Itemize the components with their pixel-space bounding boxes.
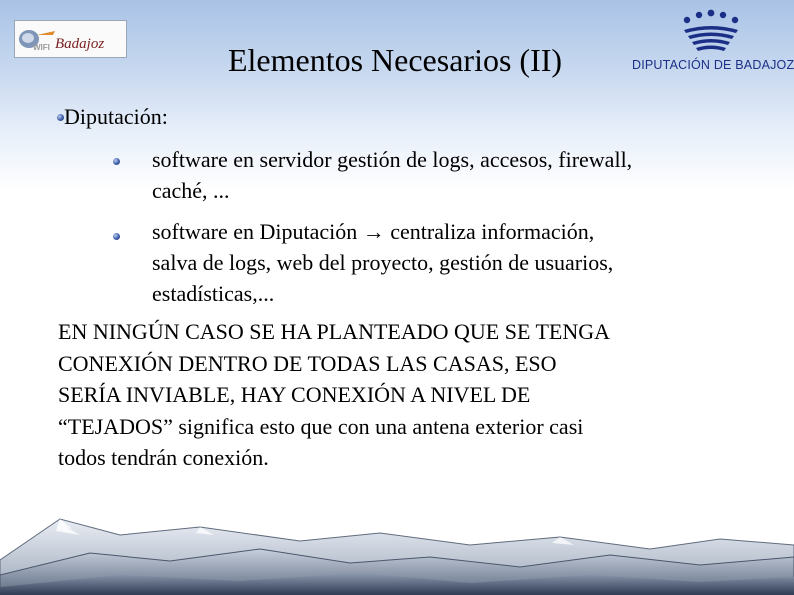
svg-text:Badajoz: Badajoz bbox=[55, 36, 105, 52]
bullet-icon bbox=[113, 233, 120, 240]
bullet-line: salva de logs, web del proyecto, gestión de usuarios, bbox=[152, 250, 614, 275]
paragraph-line: CONEXIÓN DENTRO DE TODAS LAS CASAS, ESO bbox=[58, 350, 557, 376]
paragraph-line: EN NINGÚN CASO SE HA PLANTEADO QUE SE TENGA bbox=[58, 319, 611, 344]
paragraph-line: “TEJADOS” significa esto que con una antena exterior casi bbox=[58, 413, 584, 439]
bullet-line: software en servidor gestión de logs, accesos, firewall, bbox=[152, 147, 633, 172]
mountain-landscape-decoration bbox=[0, 505, 794, 595]
heading-diputacion: Diputación: bbox=[64, 104, 168, 129]
bullet-item-servidor bbox=[152, 144, 752, 206]
diputacion-logo-text: DIPUTACIÓN DE BADAJOZ bbox=[632, 58, 794, 72]
svg-text:WIFI: WIFI bbox=[33, 43, 50, 52]
bullet-line: caché, ... bbox=[152, 178, 230, 203]
bullet-icon bbox=[113, 158, 120, 165]
paragraph-line: todos tendrán conexión. bbox=[58, 445, 269, 470]
diputacion-logo bbox=[632, 8, 794, 76]
bullet-icon bbox=[57, 114, 64, 121]
bullet-line: software en Diputación → centraliza información, bbox=[152, 219, 595, 244]
bullet-line: estadísticas,... bbox=[152, 281, 275, 306]
wifi-logo-graphic bbox=[15, 21, 126, 57]
slide-title: Elementos Necesarios (II) bbox=[227, 42, 563, 78]
bullet-item-diputacion bbox=[152, 216, 752, 309]
paragraph-line: SERÍA INVIABLE, HAY CONEXIÓN A NIVEL DE bbox=[58, 382, 531, 407]
wifi-badajoz-logo bbox=[14, 20, 127, 58]
diputacion-emblem-icon bbox=[632, 8, 784, 58]
body-paragraph bbox=[58, 316, 758, 474]
